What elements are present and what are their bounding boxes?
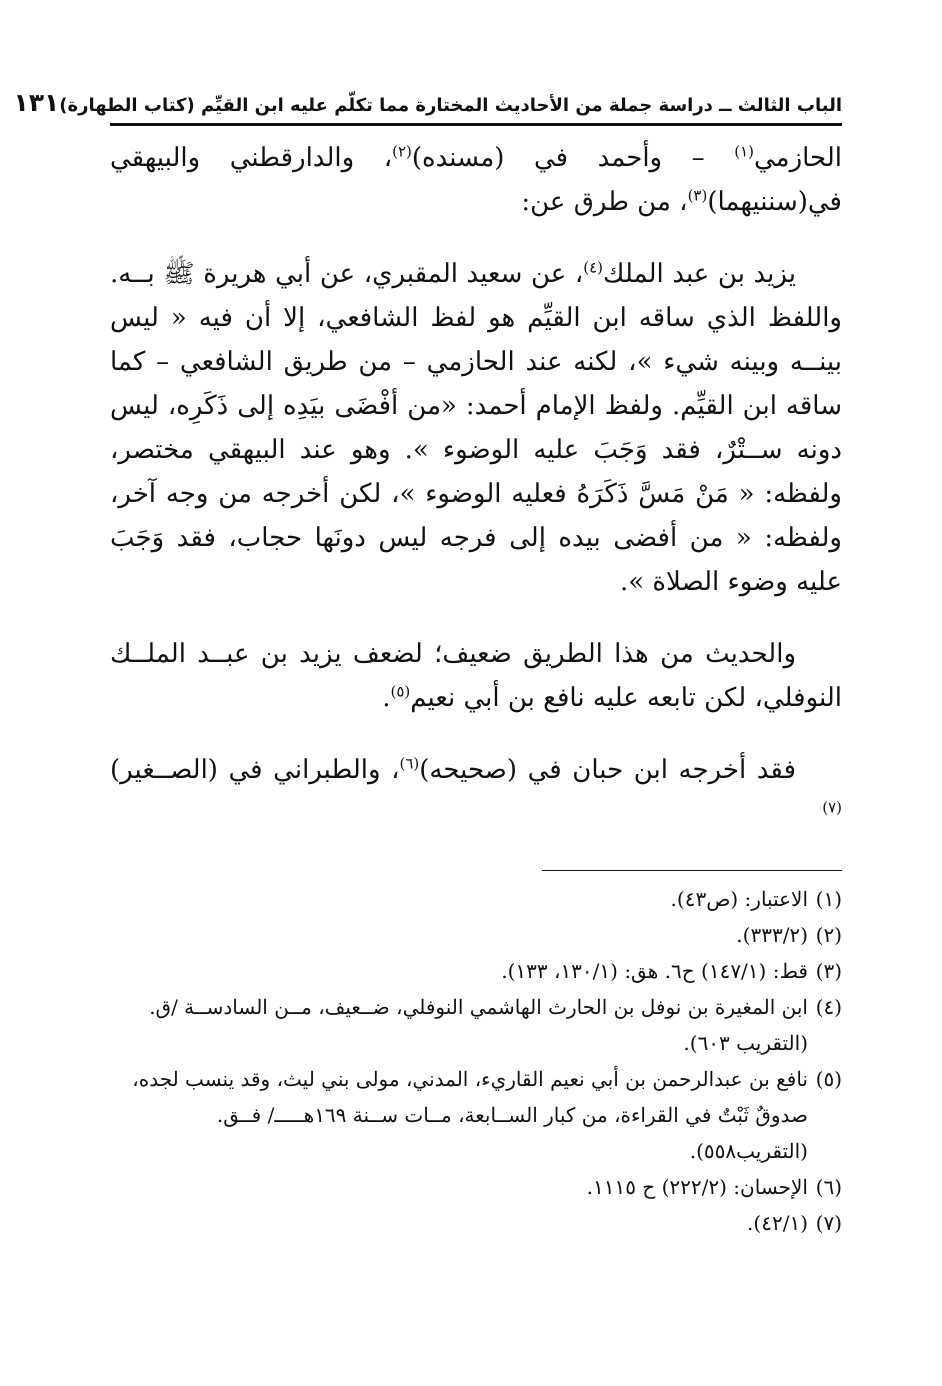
- footnote-reference: (٤): [583, 258, 604, 277]
- footnote-reference: (١): [734, 142, 754, 161]
- paragraph: [110, 252, 842, 604]
- footnote: [110, 881, 842, 917]
- text-segment: ، والطبراني في (الصــغير): [110, 755, 400, 785]
- text-segment: والحديث من هذا الطريق ضعيف؛ لضعف يزيد بن عبــد الملــك النوفلي، لكن تابعه عليه نافع بن أبي نعيم: [110, 639, 842, 713]
- paragraph: [110, 748, 842, 836]
- text-segment: يزيد بن عبد الملك: [603, 259, 796, 289]
- footnote: [110, 953, 842, 989]
- footnote-text: ابن المغيرة بن نوفل بن الحارث الهاشمي النوفلي، ضــعيف، مــن السادســة /ق. (التقريب ٦٠٣).: [149, 995, 808, 1055]
- footnote-text: الإحسان: (٢٢٢/٢) ح ١١١٥.: [586, 1175, 808, 1199]
- text-segment: فقد أخرجه ابن حبان في (صحيحه): [419, 755, 796, 785]
- paragraph: [110, 632, 842, 720]
- footnote: [110, 989, 842, 1061]
- text-segment: ، والدارقطني والبيهقي في(سننيهما): [110, 143, 842, 217]
- footnote-number: (٦): [815, 1175, 842, 1199]
- footnote-number: (٧): [815, 1211, 842, 1235]
- text-segment: ، عن سعيد المقبري، عن أبي هريرة ﷺ بــه. واللفظ الذي ساقه ابن القيِّم هو لفظ الشافعي، إلا أن فيه « ليس بينــه وبينه شيء »، لكنه عند الحازمي – من طريق الشافعي – كما ساقه ابن القيِّم. ولفظ الإمام أحمد: «من أفْضَى بيَدِه إلى ذَكَرِه، ليس دونه ســتْرٌ، فقد وَجَبَ عليه الوضوء ». وهو عند البيهقي مختصر، ولفظه: « مَنْ مَسَّ ذَكَرَهُ فعليه الوضوء »، لكن أخرجه من وجه آخر، ولفظه: « من أفضى بيده إلى فرجه ليس دونَها حجاب، فقد وَجَبَ عليه وضوء الصلاة ».: [110, 259, 842, 597]
- running-header: [13, 88, 842, 126]
- footnote-reference: (٦): [399, 754, 420, 773]
- footnote-text: (٤٢/١).: [747, 1211, 808, 1235]
- page-number: ١٣١: [13, 88, 60, 117]
- footnote-separator: [542, 870, 842, 871]
- text-segment: الحازمي: [753, 143, 842, 173]
- text-segment: ، من طرق عن:: [521, 187, 688, 217]
- footnote-text: نافع بن عبدالرحمن بن أبي نعيم القاريء، المدني، مولى بني ليث، وقد ينسب لجده، صدوقٌ ثَبْتٌ في القراءة، من كبار الســابعة، مــات ســنة ١٦٩هـــــ/ فــق. (التقريب٥٥٨).: [132, 1067, 808, 1163]
- footnote-reference: (٣): [687, 186, 708, 205]
- footnote-text: الاعتبار: (ص٤٣).: [670, 887, 808, 911]
- footnote: [110, 1169, 842, 1205]
- main-text: [110, 136, 842, 836]
- footnote-number: (٤): [815, 995, 842, 1019]
- footnote-number: (٣): [815, 959, 842, 983]
- footnote-reference: (٧): [822, 798, 842, 817]
- text-segment: .: [382, 683, 391, 713]
- footnote-number: (١): [815, 887, 842, 911]
- footnote: [110, 1205, 842, 1241]
- footnote-reference: (٢): [392, 142, 412, 161]
- text-segment: – وأحمد في (مسنده): [411, 143, 735, 173]
- footnotes: [110, 881, 842, 1241]
- paragraph: [110, 136, 842, 224]
- book-page: [13, 88, 842, 1346]
- footnote-number: (٢): [815, 923, 842, 947]
- footnote-text: قط: (١٤٧/١) ح٦. هق: (١٣٠/١، ١٣٣).: [501, 959, 808, 983]
- footnote-text: (٣٣٣/٢).: [736, 923, 808, 947]
- footnote: [110, 917, 842, 953]
- chapter-title: الباب الثالث ــ دراسة جملة من الأحاديث المختارة مما تكلّم عليه ابن القيِّم (كتاب الطهارة): [59, 95, 842, 116]
- footnote-reference: (٥): [390, 682, 411, 701]
- footnote: [110, 1061, 842, 1169]
- footnote-number: (٥): [815, 1067, 842, 1091]
